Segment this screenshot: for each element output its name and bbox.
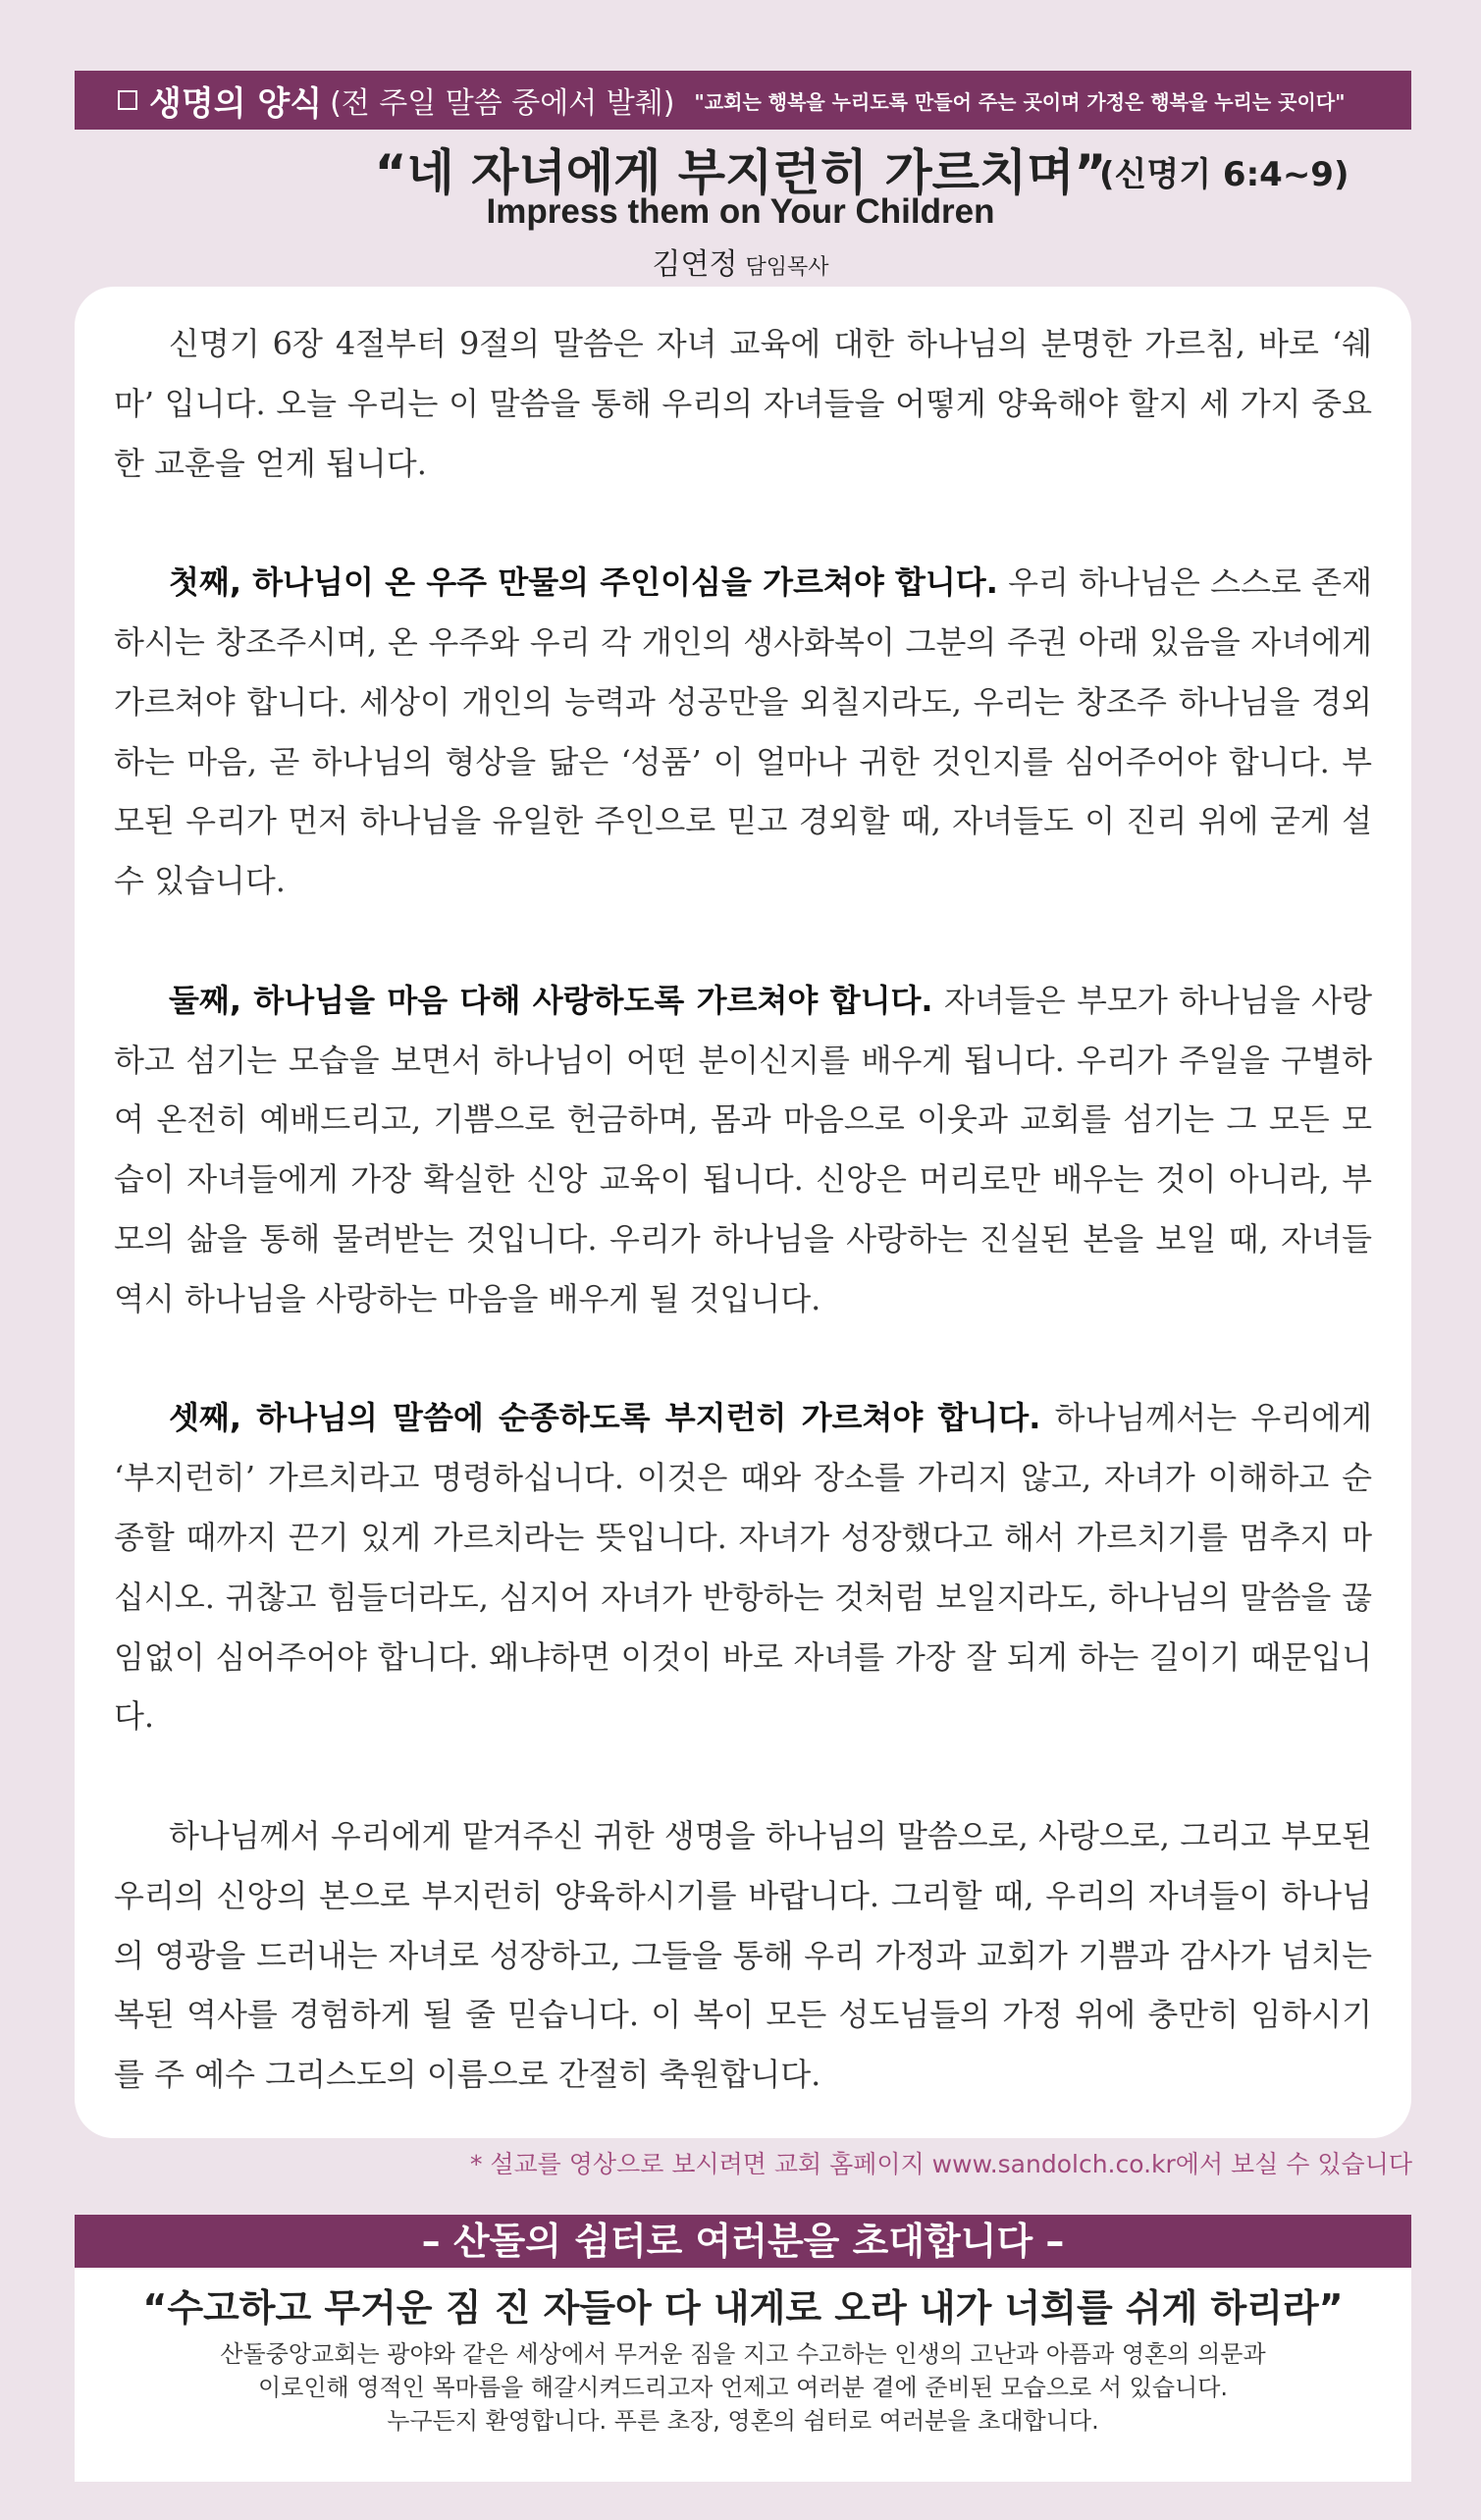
- checkbox-icon: [118, 90, 137, 110]
- invite-box: [75, 2268, 1411, 2482]
- preacher: [0, 240, 1481, 283]
- invite-line-1: 산돌중앙교회는 광야와 같은 세상에서 무거운 짐을 지고 수고하는 인생의 고난과 아픔과 영혼의 의문과: [220, 2340, 1266, 2368]
- invite-verse: “수고하고 무거운 짐 진 자들아 다 내게로 오라 내가 너희를 쉬게 하리라”: [142, 2286, 1344, 2330]
- invite-banner: – 산돌의 쉼터로 여러분을 초대합니다 –: [75, 2215, 1411, 2268]
- point1-paragraph: [114, 553, 1372, 911]
- point1-text: 우리 하나님은 스스로 존재하시는 창조주시며, 온 우주와 우리 각 개인의 생사화복이 그분의 주권 아래 있음을 자녀에게 가르쳐야 합니다. 세상이 개인의 능력과 성공만을 외칠지라도, 우리는 창조주 하나님을 경외하는 마음, 곧 하나님의 형상을 닮은 ‘성품’ 이 얼마나 귀한 것인지를 심어주어야 합니다. 부모된 우리가 먼저 하나님을 유일한 주인으로 믿고 경외할 때, 자녀들도 이 진리 위에 굳게 설 수 있습니다.: [114, 563, 1372, 900]
- point3-heading: 셋째, 하나님의 말씀에 순종하도록 부지런히 가르쳐야 합니다.: [169, 1399, 1041, 1437]
- sermon-title: “네 자녀에게 부지런히 가르치며”: [374, 144, 1107, 201]
- point2-text: 자녀들은 부모가 하나님을 사랑하고 섬기는 모습을 보면서 하나님이 어떤 분이신지를 배우게 됩니다. 우리가 주일을 구별하여 온전히 예배드리고, 기쁨으로 헌금하며, 몸과 마음으로 이웃과 교회를 섬기는 그 모든 모습이 자녀들에게 가장 확실한 신앙 교육이 됩니다. 신앙은 머리로만 배우는 것이 아니라, 부모의 삶을 통해 물려받는 것입니다. 우리가 하나님을 사랑하는 진실된 본을 보일 때, 자녀들 역시 하나님을 사랑하는 마음을 배우게 될 것입니다.: [114, 981, 1372, 1317]
- point2-paragraph: [114, 971, 1372, 1329]
- video-note: * 설교를 영상으로 보시려면 교회 홈페이지 www.sandolch.co.kr에서 보실 수 있습니다: [469, 2150, 1412, 2178]
- section-header-bar: [75, 71, 1411, 130]
- closing-paragraph: 하나님께서 우리에게 맡겨주신 귀한 생명을 하나님의 말씀으로, 사랑으로, 그리고 부모된 우리의 신앙의 본으로 부지런히 양육하시기를 바랍니다. 그리할 때, 우리의 자녀들이 하나님의 영광을 드러내는 자녀로 성장하고, 그들을 통해 우리 가정과 교회가 기쁨과 감사가 넘치는 복된 역사를 경험하게 될 줄 믿습니다. 이 복이 모든 성도님들의 가정 위에 충만히 임하시기를 주 예수 그리스도의 이름으로 간절히 축원합니다.: [114, 1816, 1372, 2094]
- preacher-role: 담임목사: [745, 255, 829, 280]
- sermon-content-card: [75, 287, 1411, 2138]
- point3-text: 하나님께서는 우리에게 ‘부지런히’ 가르치라고 명령하십니다. 이것은 때와 장소를 가리지 않고, 자녀가 이해하고 순종할 때까지 끈기 있게 가르치라는 뜻입니다. 자녀가 성장했다고 해서 가르치기를 멈추지 마십시오. 귀찮고 힘들더라도, 심지어 자녀가 반항하는 것처럼 보일지라도, 하나님의 말씀을 끊임없이 심어주어야 합니다. 왜냐하면 이것이 바로 자녀를 가장 잘 되게 하는 길이기 때문입니다.: [114, 1399, 1372, 1736]
- invite-line-3: 누구든지 환영합니다. 푸른 초장, 영혼의 쉼터로 여러분을 초대합니다.: [387, 2407, 1099, 2435]
- invite-lines: [75, 2337, 1411, 2438]
- church-motto: "교회는 행복을 누리도록 만들어 주는 곳이며 가정은 행복을 누리는 곳이다": [694, 89, 1346, 114]
- english-title: Impress them on Your Children: [486, 192, 995, 231]
- point1-heading: 첫째, 하나님이 온 우주 만물의 주인이심을 가르쳐야 합니다.: [169, 563, 998, 602]
- point3-paragraph: [114, 1388, 1372, 1746]
- section-title: 생명의 양식: [149, 83, 323, 124]
- section-subtitle: (전 주일 말씀 중에서 발췌): [330, 86, 675, 121]
- preacher-name: 김연정: [652, 247, 738, 282]
- point2-heading: 둘째, 하나님을 마음 다해 사랑하도록 가르쳐야 합니다.: [169, 981, 933, 1019]
- scripture-reference: (신명기 6:4~9): [1099, 155, 1349, 194]
- intro-paragraph: 신명기 6장 4절부터 9절의 말씀은 자녀 교육에 대한 하나님의 분명한 가르침, 바로 ‘쉐마’ 입니다. 오늘 우리는 이 말씀을 통해 우리의 자녀들을 어떻게 양육해야 할지 세 가지 중요한 교훈을 얻게 됩니다.: [114, 325, 1372, 482]
- invite-line-2: 이로인해 영적인 목마름을 해갈시켜드리고자 언제고 여러분 곁에 준비된 모습으로 서 있습니다.: [257, 2374, 1229, 2401]
